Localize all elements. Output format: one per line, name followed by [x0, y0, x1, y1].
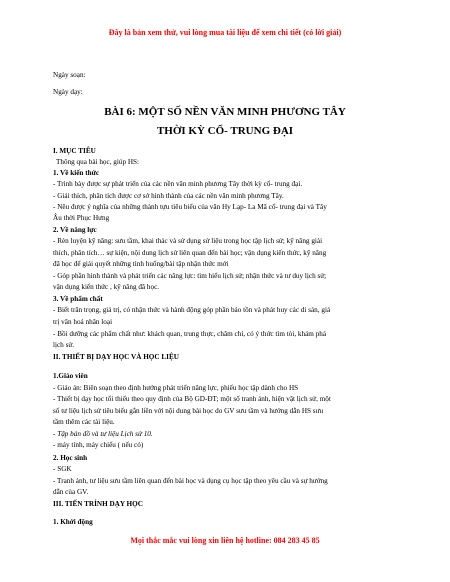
section-heading: II. THIẾT BỊ DẠY HỌC VÀ HỌC LIỆU — [53, 353, 179, 361]
paragraph-line: tầm thêm các tài liệu. — [53, 418, 115, 426]
paragraph-line: - Rèn luyện kỹ năng: sưu tầm, khai thác và sử dụng sử liệu trong học tập lịch sử; kỹ năng giải — [53, 237, 323, 245]
subsection-heading: 1. Khởi động — [53, 518, 93, 526]
paragraph-line: - Tập bản đồ và tư liệu Lịch sử 10. — [53, 430, 153, 438]
paragraph-line: lịch sử. — [53, 341, 75, 349]
subsection-heading: 1. Về kiến thức — [53, 169, 100, 177]
paragraph-line: - Tranh ảnh, tư liệu sưu tầm liên quan đến bài học và dụng cụ học tập theo yêu cầu và sự hướng — [53, 477, 328, 485]
subsection-heading: 2. Về năng lực — [53, 226, 97, 234]
hotline-banner: Mọi thắc mắc vui lòng xin liên hệ hotline: 084 283 45 85 — [130, 536, 320, 545]
paragraph-line: số tư liệu lịch sử tiêu biểu gắn liền với nội dung bài học do GV sưu tầm và hướng dẫn HS sưu — [53, 407, 324, 415]
subsection-heading: 3. Về phẩm chất — [53, 295, 103, 303]
section-heading: I. MỤC TIÊU — [53, 147, 96, 155]
paragraph-line: - Góp phần hình thành và phát triển các năng lực: tìm hiểu lịch sử; nhận thức và tư duy lịch sử; — [53, 272, 327, 280]
paragraph-line: - máy tính, máy chiếu ( nếu có) — [53, 441, 144, 449]
paragraph-line: Thông qua bài học, giúp HS: — [56, 158, 140, 166]
lesson-subtitle: THỜI KỲ CỔ- TRUNG ĐẠI — [156, 125, 294, 137]
teach-date-label: Ngày dạy: — [53, 88, 83, 96]
subsection-heading: 2. Học sinh — [53, 454, 88, 462]
paragraph-line: thích, phân tích… sự kiện, nội dung lịch sử liên quan đến bài học; vận dụng kiến thức, kỹ năng — [53, 249, 327, 257]
paragraph-line: - Giải thích, phân tích được cơ sở hình thành của các nền văn minh phương Tây. — [53, 192, 284, 200]
paragraph-line: - Thiết bị dạy học tối thiểu theo quy định của Bộ GD-ĐT; một số tranh ảnh, hiện vật lịch sử, một — [53, 395, 331, 403]
paragraph-line: - SGK — [53, 465, 72, 473]
paragraph-line: trị văn hoá nhân loại — [53, 318, 113, 326]
paragraph-line: - Trình bày được sự phát triển của các nền văn minh phương Tây thời kỳ cổ- trung đại. — [53, 180, 303, 188]
lesson-title: BÀI 6: MỘT SỐ NỀN VĂN MINH PHƯƠNG TÂY — [104, 106, 346, 118]
paragraph-line: - Nêu được ý nghĩa của những thành tựu tiêu biểu của văn Hy Lạp- La Mã cổ- trung đại và Tây — [53, 203, 327, 211]
paragraph-line: Âu thời Phục Hưng — [53, 214, 110, 222]
subsection-heading: 1.Giáo viên — [53, 372, 88, 380]
paragraph-line: dẫn của GV. — [53, 488, 89, 496]
paragraph-line: đã học để giải quyết những tình huống/bài tập nhận thức mới — [53, 260, 229, 268]
prep-date-label: Ngày soạn: — [53, 71, 86, 79]
paragraph-line: vận dụng kiến thức , kỹ năng đã học. — [53, 283, 160, 291]
section-heading: III. TIẾN TRÌNH DẠY HỌC — [53, 500, 143, 508]
paragraph-line: - Biết trân trọng, giá trị, có nhận thức và hành động góp phần bảo tồn và phát huy các di sản, giá — [53, 306, 331, 314]
paragraph-line: - Giáo án: Biên soạn theo định hướng phát triển năng lực, phiếu học tập dành cho HS — [53, 384, 299, 392]
preview-notice-banner: Đây là bản xem thử, vui lòng mua tài liệu để xem chi tiết (có lời giải) — [108, 28, 342, 37]
paragraph-line: - Bồi dưỡng các phẩm chất như: khách quan, trung thực, chăm chỉ, có ý thức tìm tòi, khám phá — [53, 330, 327, 338]
